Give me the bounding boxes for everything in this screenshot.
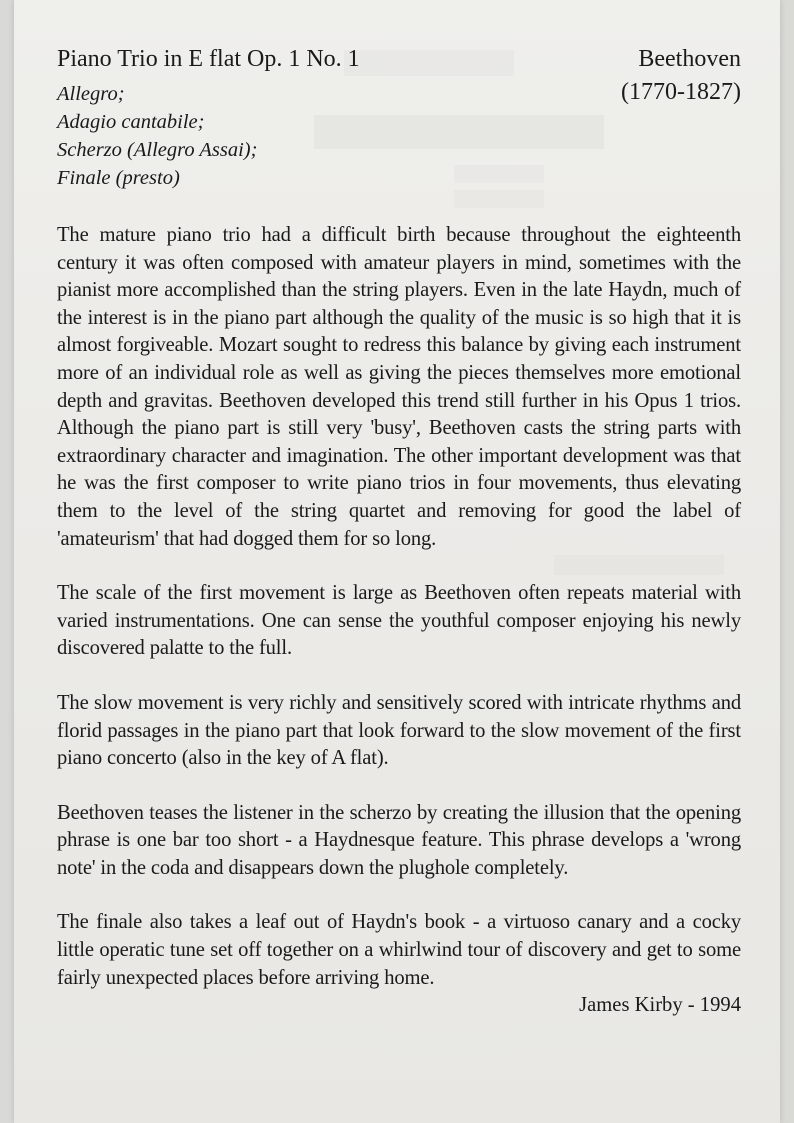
- paragraph-introduction: The mature piano trio had a difficult birth because throughout the eighteenth century it was often composed with amateur players in mind, sometimes with the pianist more accomplished than the string players. Even in the late Haydn, much of the interest is in the piano part although the quality of the music is so high that it is almost forgiveable. Mozart sought to redress this balance by giving each instrument more of an individual role as well as giving the pieces themselves more emotional depth and gravitas. Beethoven developed this trend still further in his Opus 1 trios. Although the piano part is still very 'busy', Beethoven casts the string parts with extraordinary character and imagination. The other important development was that he was the first composer to write piano trios in four movements, thus elevating them to the level of the string quartet and removing for good the label of 'amateurism' that had dogged them for so long.: [57, 224, 741, 550]
- movement-item: Finale (presto): [57, 167, 180, 189]
- movement-item: Adagio cantabile;: [57, 111, 205, 133]
- author-signature: James Kirby - 1994: [579, 994, 741, 1017]
- piece-title: Piano Trio in E flat Op. 1 No. 1: [57, 46, 360, 72]
- composer-name: Beethoven: [638, 46, 741, 72]
- movement-item: Allegro;: [57, 83, 125, 105]
- paragraph-finale: The finale also takes a leaf out of Haydn's book - a virtuoso canary and a cocky little operatic tune set off together on a whirlwind tour of discovery and get to some fairly unexpected places before arriving home.: [57, 911, 741, 989]
- piece-header: [57, 44, 741, 194]
- paragraph-first-movement: The scale of the first movement is large as Beethoven often repeats material with varied instrumentations. One can sense the youthful composer enjoying his newly discovered palatte to the full.: [57, 582, 741, 660]
- programme-page: [14, 0, 780, 1123]
- composer-dates: (1770-1827): [621, 79, 741, 105]
- programme-note: [57, 44, 741, 1020]
- movement-item: Scherzo (Allegro Assai);: [57, 139, 258, 161]
- movement-list: [57, 80, 257, 192]
- paragraph-scherzo: Beethoven teases the listener in the scherzo by creating the illusion that the opening phrase is one bar too short - a Haydnesque feature. This phrase develops a 'wrong note' in the coda and disappears down the plughole completely.: [57, 801, 741, 879]
- paragraph-slow-movement: The slow movement is very richly and sensitively scored with intricate rhythms and florid passages in the piano part that look forward to the slow movement of the first piano concerto (also in the key of A flat).: [57, 691, 741, 770]
